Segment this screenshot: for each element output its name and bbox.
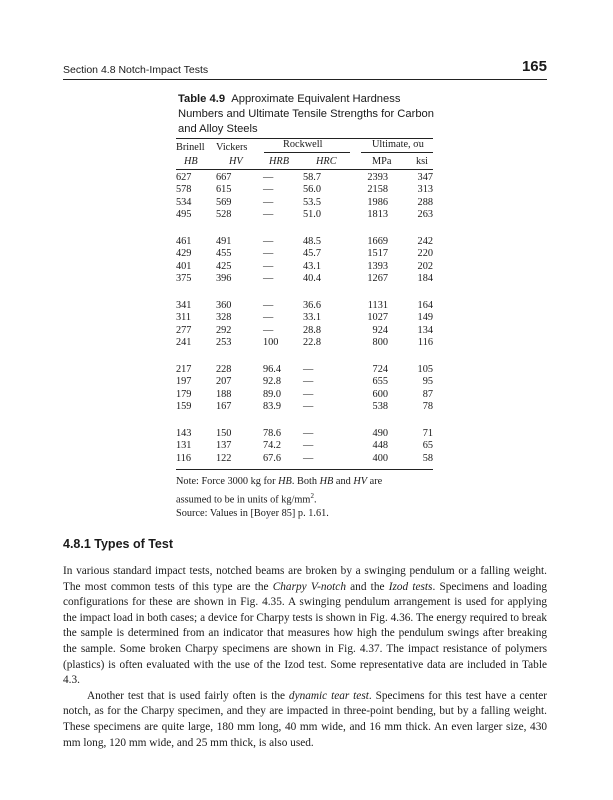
cell-hrc: — [303, 452, 314, 464]
cell-ksi: 134 [417, 324, 433, 336]
note-units: assumed to be in units of kg/mm [176, 494, 311, 506]
running-header [63, 58, 547, 80]
cell-hv: 167 [216, 401, 232, 413]
cell-hv: 360 [216, 300, 232, 311]
cell-hrb: — [263, 209, 274, 221]
table-header-rule [176, 169, 433, 170]
rockwell-rule [264, 152, 350, 153]
cell-hrb: — [263, 172, 274, 183]
cell-hv: 150 [216, 428, 232, 439]
cell-hrc: 40.4 [303, 273, 322, 285]
cell-hrb: 92.8 [263, 376, 282, 388]
table-group-1 [176, 172, 433, 222]
table-bottom-rule [176, 469, 433, 470]
cell-hb: 311 [176, 312, 192, 324]
cell-hv: 253 [216, 337, 232, 349]
table-row [176, 440, 433, 452]
cell-mpa: 2393 [367, 172, 388, 183]
cell-hv: 528 [216, 209, 232, 221]
cell-ksi: 105 [417, 364, 433, 375]
table-row [176, 300, 433, 312]
table-row [176, 184, 433, 196]
cell-hrb: — [263, 273, 274, 285]
cell-hrc: — [303, 388, 314, 400]
cell-ksi: 149 [417, 312, 433, 324]
cell-mpa: 1393 [367, 260, 388, 272]
cell-hb: 401 [176, 260, 192, 272]
table-row [176, 389, 433, 401]
cell-mpa: 924 [372, 324, 388, 336]
cell-hrc: 56.0 [303, 184, 322, 196]
cell-hrc: 28.8 [303, 324, 322, 336]
cell-hb: 116 [176, 452, 192, 464]
cell-hrc: 43.1 [303, 260, 322, 272]
cell-mpa: 1131 [367, 300, 388, 311]
table-row [176, 364, 433, 376]
cell-hb: 159 [176, 401, 192, 413]
header-brinell: Brinell [176, 142, 205, 153]
cell-hrc: 48.5 [303, 236, 322, 247]
cell-hrc: 58.7 [303, 172, 322, 183]
cell-ksi: 164 [417, 300, 433, 311]
cell-ksi: 263 [417, 209, 433, 221]
cell-hrb: — [263, 184, 274, 196]
table-row [176, 325, 433, 337]
running-header-section: Section 4.8 Notch-Impact Tests [63, 64, 209, 76]
cell-hb: 578 [176, 184, 192, 196]
note-text: . Both [291, 476, 320, 487]
cell-hv: 491 [216, 236, 232, 247]
cell-hv: 615 [216, 184, 232, 196]
table-source: Source: Values in [Boyer 85] p. 1.61. [176, 508, 329, 520]
header-ksi: ksi [416, 156, 429, 167]
cell-ksi: 65 [422, 440, 433, 452]
cell-hb: 429 [176, 248, 192, 260]
cell-hb: 131 [176, 440, 192, 452]
cell-hv: 188 [216, 388, 232, 400]
note-period: . [313, 494, 317, 506]
cell-mpa: 448 [372, 440, 388, 452]
cell-mpa: 490 [372, 428, 388, 439]
note-text: Note: Force 3000 kg for [176, 476, 279, 487]
cell-mpa: 724 [372, 364, 388, 375]
note-hv: HV [353, 476, 368, 487]
header-rockwell: Rockwell [283, 139, 323, 150]
cell-hv: 207 [216, 376, 232, 388]
table-row [176, 337, 433, 349]
header-vickers: Vickers [216, 142, 248, 153]
cell-hb: 461 [176, 236, 192, 247]
table-note [176, 475, 436, 521]
table-header [176, 139, 433, 172]
table-row [176, 312, 433, 324]
table-row [176, 209, 433, 221]
cell-hb: 341 [176, 300, 192, 311]
cell-hb: 179 [176, 388, 192, 400]
cell-hb: 375 [176, 273, 192, 285]
body-text [63, 564, 547, 751]
header-hb: HB [184, 156, 198, 167]
cell-hrc: 33.1 [303, 312, 322, 324]
header-hrb: HRB [269, 156, 290, 167]
cell-hrb: — [263, 300, 274, 311]
cell-hrc: — [303, 364, 314, 375]
cell-hrb: 67.6 [263, 452, 282, 464]
cell-hv: 455 [216, 248, 232, 260]
note-text: and [333, 476, 354, 487]
cell-hrb: 96.4 [263, 364, 282, 375]
cell-hv: 292 [216, 324, 232, 336]
paragraph-text: . Specimens for this test have a center notch, as for the Charpy specimen, and they are impacted in three-point bending, but by a falling weight. These specimens are quite large, 180 mm long, 40 mm wide, and 16 mm thick. An even larger size, 430 mm long, 120 mm wide, and 25 mm thick, is also used. [63, 689, 547, 749]
table-title: Approximate Equivalent Hardness Numbers and Ultimate Tensile Strengths for Carbon and Alloy Steels [178, 93, 434, 135]
cell-ksi: 95 [422, 376, 433, 388]
cell-hrb: 89.0 [263, 388, 282, 400]
cell-hv: 425 [216, 260, 232, 272]
paragraph [63, 564, 547, 689]
cell-mpa: 800 [372, 337, 388, 349]
cell-hrb: 78.6 [263, 428, 282, 439]
cell-hrc: 51.0 [303, 209, 322, 221]
table-group-3 [176, 300, 433, 350]
table-row [176, 401, 433, 413]
cell-ksi: 347 [417, 172, 433, 183]
cell-ksi: 220 [417, 248, 433, 260]
cell-mpa: 1813 [367, 209, 388, 221]
cell-hrb: 74.2 [263, 440, 282, 452]
cell-hb: 495 [176, 209, 192, 221]
cell-hrc: 22.8 [303, 337, 322, 349]
header-hrc: HRC [316, 156, 337, 167]
cell-hb: 143 [176, 428, 192, 439]
cell-mpa: 538 [372, 401, 388, 413]
cell-hb: 241 [176, 337, 192, 349]
note-units-exponent: 2 [310, 492, 314, 500]
table-group-5 [176, 428, 433, 465]
cell-hb: 534 [176, 196, 192, 208]
cell-hv: 228 [216, 364, 232, 375]
cell-hb: 277 [176, 324, 192, 336]
cell-ksi: 87 [422, 388, 433, 400]
cell-ksi: 184 [417, 273, 433, 285]
term-izod: Izod tests [388, 580, 433, 593]
cell-hrc: 53.5 [303, 196, 322, 208]
cell-hrc: — [303, 428, 314, 439]
paragraph-text: and the [345, 580, 389, 593]
table-row [176, 236, 433, 248]
cell-hv: 137 [216, 440, 232, 452]
cell-mpa: 1517 [367, 248, 388, 260]
cell-ksi: 71 [422, 428, 433, 439]
cell-hb: 627 [176, 172, 192, 183]
cell-hrc: 36.6 [303, 300, 322, 311]
header-rule [63, 79, 547, 80]
cell-mpa: 600 [372, 388, 388, 400]
note-hb: HB [319, 476, 334, 487]
note-hb: HB [278, 476, 292, 487]
table-row [176, 197, 433, 209]
cell-ksi: 313 [417, 184, 433, 196]
table-group-2 [176, 236, 433, 286]
paragraph-text: . Specimens and loading configurations for these are shown in Fig. 4.35. A swinging pendulum arrangement is used for applying the impact load in both cases; a device for Charpy tests is shown in Fig. 4.36. The energy required to break the sample is determined from an indicator that measures how high the pendulum swings after breaking the sample. Some broken Charpy specimens are shown in Fig. 4.37. The impact resistance of polymers (plastics) is often evaluated with the use of the Izod test. Some representative data are included in Table 4.3. [63, 580, 548, 687]
cell-hv: 667 [216, 172, 232, 183]
cell-hrb: — [263, 196, 274, 208]
cell-hrb: — [263, 324, 274, 336]
cell-hrb: — [263, 312, 274, 324]
cell-ksi: 116 [417, 337, 433, 349]
table-group-4 [176, 364, 433, 414]
cell-hrb: 100 [263, 337, 279, 349]
cell-ksi: 288 [417, 196, 433, 208]
cell-mpa: 1669 [367, 236, 388, 247]
cell-ksi: 78 [422, 401, 433, 413]
cell-hrc: — [303, 440, 314, 452]
header-ultimate: Ultimate, σu [372, 139, 424, 150]
cell-mpa: 400 [372, 452, 388, 464]
cell-hrb: — [263, 236, 274, 247]
table-row [176, 273, 433, 285]
paragraph [63, 689, 547, 751]
table-row [176, 453, 433, 465]
section-heading: 4.8.1 Types of Test [63, 537, 173, 551]
header-mpa: MPa [372, 156, 392, 167]
page-number: 165 [521, 58, 547, 75]
ultimate-rule [361, 152, 433, 153]
cell-mpa: 655 [372, 376, 388, 388]
cell-hrb: 83.9 [263, 401, 282, 413]
cell-mpa: 1267 [367, 273, 388, 285]
cell-hv: 569 [216, 196, 232, 208]
header-hv: HV [229, 156, 243, 167]
cell-ksi: 242 [417, 236, 433, 247]
cell-mpa: 1986 [367, 196, 388, 208]
table-row [176, 172, 433, 184]
cell-hrc: — [303, 376, 314, 388]
table-row [176, 428, 433, 440]
cell-hv: 328 [216, 312, 232, 324]
term-charpy: Charpy V-notch [272, 580, 346, 593]
cell-hb: 197 [176, 376, 192, 388]
note-text: are [367, 476, 383, 487]
cell-hv: 396 [216, 273, 232, 285]
cell-hrb: — [263, 248, 274, 260]
cell-mpa: 1027 [367, 312, 388, 324]
cell-mpa: 2158 [367, 184, 388, 196]
cell-hrc: — [303, 401, 314, 413]
term-dynamic-tear: dynamic tear test [288, 689, 369, 702]
cell-hrc: 45.7 [303, 248, 322, 260]
cell-hv: 122 [216, 452, 232, 464]
paragraph-text: Another test that is used fairly often is the [87, 689, 289, 702]
paragraph-text: In various standard impact tests, notched beams are broken by a swinging pendulum or a falling weight. The most common tests of this type are the [63, 565, 547, 593]
cell-hb: 217 [176, 364, 192, 375]
table-label: Table 4.9 [178, 93, 226, 105]
table-row [176, 248, 433, 260]
cell-ksi: 202 [417, 260, 433, 272]
cell-ksi: 58 [422, 452, 433, 464]
table-row [176, 376, 433, 388]
cell-hrb: — [263, 260, 274, 272]
table-caption [178, 92, 438, 137]
table-row [176, 261, 433, 273]
